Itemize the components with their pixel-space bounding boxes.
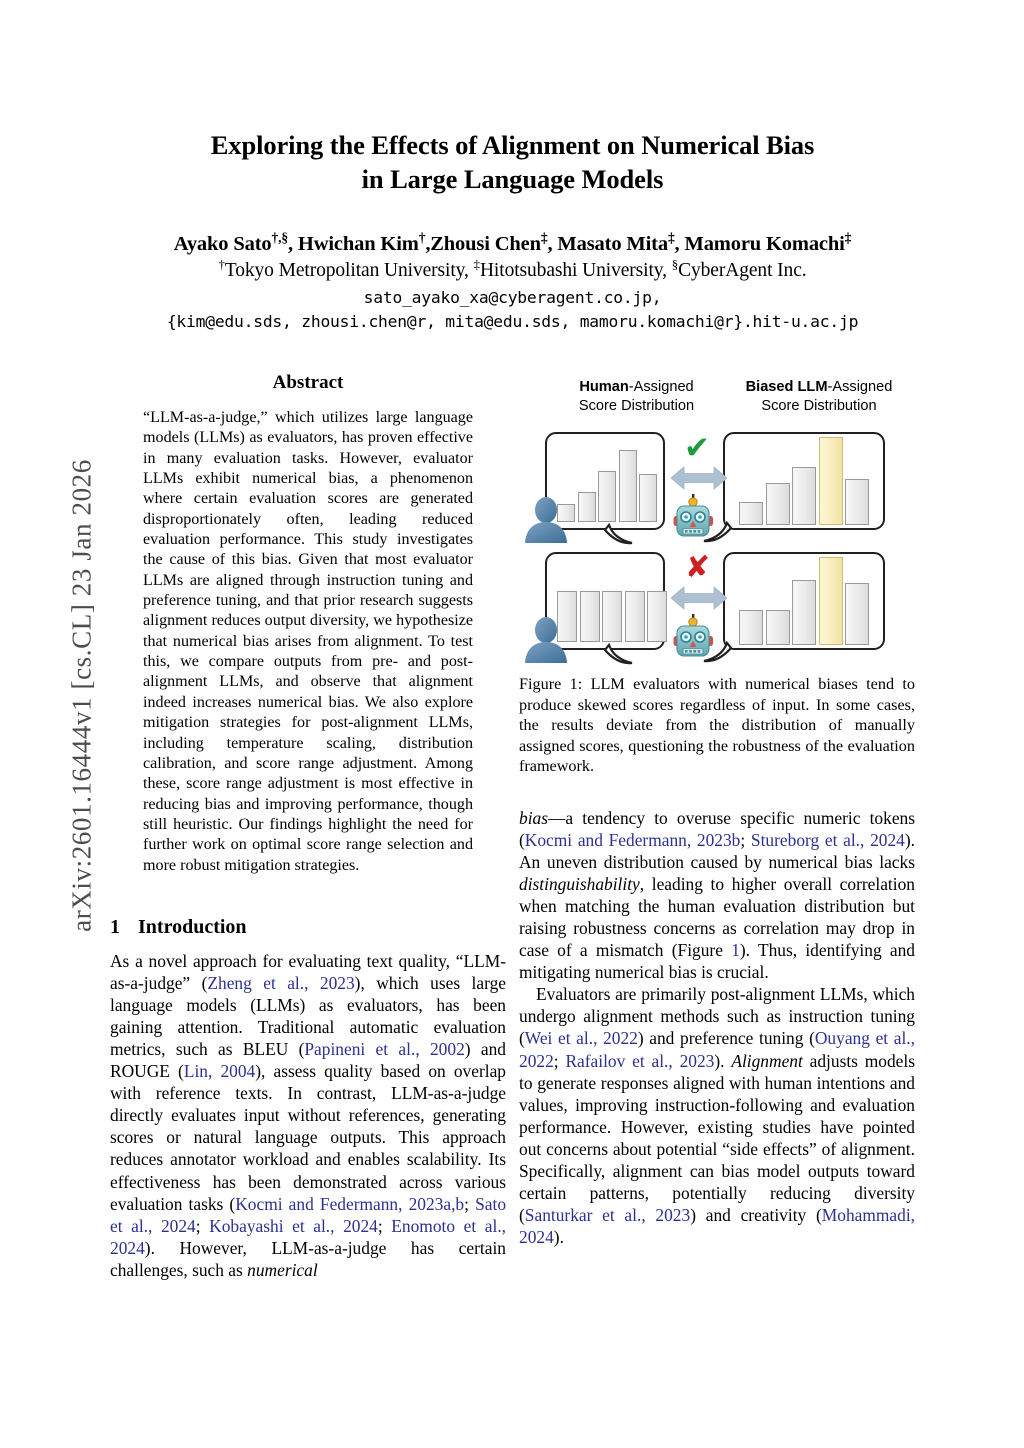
histogram-human-bottom	[557, 560, 667, 642]
figure-header-human	[549, 378, 724, 416]
citation-lin-2004[interactable]: Lin, 2004	[183, 1061, 256, 1082]
page-title	[105, 128, 920, 197]
bias-text-a: —a tendency to overuse specific numeric tokens (	[519, 807, 915, 850]
double-arrow-top	[671, 465, 727, 491]
citation-santurkar-2023[interactable]: Santurkar et al., 2023	[524, 1204, 691, 1225]
right-column	[519, 372, 915, 1248]
histogram-llm-top	[739, 437, 869, 525]
intro-text-d: ), assess quality based on overlap with reference texts. In contrast, LLM-as-a-judge directly evaluates input without references, generating scores or natural language outputs. This approach reduces annotator workload and enables scalability. Its effectiveness has been demonstrated across various evaluation tasks (	[110, 1061, 506, 1214]
intro-text-a: As a novel approach for evaluating text quality, “LLM-as-a-judge” (	[110, 950, 506, 993]
histogram-bar	[578, 492, 596, 522]
email-line-secondary: {kim@edu.sds, zhousi.chen@r, mita@edu.sds, mamoru.komachi@r}.hit-u.ac.jp	[166, 311, 859, 331]
cross-mark-icon: ✘	[685, 550, 711, 585]
abstract-heading: Abstract	[272, 372, 344, 393]
citation-enomoto-2024[interactable]: Enomoto et al., 2024	[110, 1215, 507, 1258]
arxiv-stamp: arXiv:2601.16444v1 [cs.CL] 23 Jan 2026	[66, 459, 97, 932]
authors-block	[105, 230, 920, 331]
histogram-bar	[625, 591, 645, 642]
histogram-bar	[639, 474, 657, 522]
author-names: Ayako Sato†,§, Hwichan Kim†,Zhousi Chen‡, Masato Mita‡, Mamoru Komachi‡	[173, 230, 852, 255]
figure-caption-label: Figure 1:	[519, 675, 583, 693]
histogram-bar	[819, 557, 843, 645]
histogram-bar	[792, 580, 816, 645]
histogram-bar	[647, 591, 667, 642]
figure-1-graphic	[519, 372, 915, 664]
right-paragraph-bias	[519, 807, 915, 984]
eval-text-f: ).	[553, 1227, 564, 1247]
figure-header-human-rest: -Assigned	[628, 379, 694, 395]
histogram-bar	[792, 467, 816, 525]
histogram-bar	[766, 610, 790, 645]
eval-text-e: ) and creativity (	[690, 1204, 822, 1225]
italic-distinguishability: distinguishability	[519, 874, 640, 894]
intro-sep-1: ;	[464, 1193, 476, 1214]
figure-header-llm-rest: -Assigned	[827, 379, 893, 395]
abstract-body	[143, 408, 473, 876]
figure-header-llm-line2: Score Distribution	[761, 397, 877, 414]
figure-1-caption	[519, 674, 915, 777]
intro-sep-3: ;	[377, 1215, 392, 1236]
histogram-bar	[845, 583, 869, 645]
histogram-bar	[602, 591, 622, 642]
bubble-tail-human-top	[603, 524, 635, 550]
italic-alignment: Alignment	[731, 1050, 803, 1071]
intro-text-e: ). However, LLM-as-a-judge has certain challenges, such as	[110, 1237, 506, 1280]
intro-sep-2: ;	[195, 1215, 210, 1236]
paper-title-line-2: in Large Language Models	[361, 164, 664, 195]
intro-text-b: ), which uses large language models (LLMs) as evaluators, has been gaining attention. Traditional automatic evaluation metrics, such as BLEU (	[110, 972, 506, 1060]
histogram-bar	[619, 450, 637, 522]
robot-icon-top	[671, 494, 717, 544]
figure-1	[519, 372, 915, 777]
citation-rafailov-2023[interactable]: Rafailov et al., 2023	[565, 1050, 715, 1071]
bubble-tail-human-bottom	[603, 644, 635, 670]
bias-text-d: ). Thus, identifying and mitigating numerical bias is crucial.	[519, 940, 916, 983]
citation-kocmi-federmann-2023b[interactable]: Kocmi and Federmann, 2023b	[524, 829, 741, 850]
bias-text-b: ). An uneven distribution caused by numerical bias lacks	[519, 829, 915, 872]
histogram-bar	[739, 610, 763, 645]
histogram-llm-bottom	[739, 557, 869, 645]
intro-italic-numerical: numerical	[247, 1259, 318, 1280]
bias-text-c: , leading to higher overall correlation when matching the human evaluation distribution but raising robustness concerns as correlation may drop in case of a mismatch (Figure	[519, 874, 915, 961]
author-affiliations: †Tokyo Metropolitan University, ‡Hitotsubashi University, §CyberAgent Inc.	[218, 257, 807, 281]
figure-header-llm-bold: Biased LLM	[745, 379, 828, 395]
figure-caption-text: LLM evaluators with numerical biases tend to produce skewed scores regardless of input. In some cases, the results deviate from the distribution of manually assigned scores, questioning the robustness of the evaluation framework.	[519, 675, 915, 776]
citation-kobayashi-2024[interactable]: Kobayashi et al., 2024	[209, 1215, 378, 1236]
histogram-bar	[766, 483, 790, 525]
figure-header-human-bold: Human	[579, 379, 629, 395]
check-mark-icon: ✔	[684, 430, 710, 466]
histogram-bar	[598, 471, 616, 522]
abstract-section	[110, 372, 506, 876]
figure-header-llm	[724, 378, 914, 416]
citation-wei-2022[interactable]: Wei et al., 2022	[524, 1028, 638, 1049]
eval-text-a: Evaluators are primarily post-alignment LLMs, which undergo alignment methods such as instruction tuning (	[519, 984, 915, 1049]
histogram-bar	[739, 502, 763, 525]
citation-sato-2024[interactable]: Sato et al., 2024	[110, 1193, 507, 1236]
histogram-bar	[845, 479, 869, 525]
robot-icon-bottom	[671, 614, 717, 664]
eval-text-b: ) and preference tuning (	[637, 1028, 815, 1049]
citation-ouyang-2022[interactable]: Ouyang et al., 2022	[519, 1028, 915, 1071]
abstract-text: “LLM-as-a-judge,” which utilizes large language models (LLMs) as evaluators, has proven effective in many evaluation tasks. However, evaluator LLMs exhibit numerical bias, a phenomenon where certain evaluation scores are generated disproportionately often, leading reduced evaluation performance. This study investigates the cause of this bias. Given that most evaluator LLMs are aligned through instruction tuning and preference tuning, and that prior research suggests alignment reduces output diversity, we hypothesize that numerical bias arises from alignment. To test this, we compare outputs from pre- and post-alignment LLMs, and observe that alignment indeed increases numerical bias. We also explore mitigation strategies for post-alignment LLMs, including temperature scaling, distribution calibration, and score range adjustment. Among these, score range adjustment is most effective in reducing bias and improving performance, though still heuristic. Our findings highlight the need for further work on optimal score range selection and more robust mitigation strategies.	[143, 409, 473, 874]
citation-kocmi-federmann-2023ab[interactable]: Kocmi and Federmann, 2023a,b	[235, 1193, 465, 1214]
figure-reference-1[interactable]: 1	[731, 940, 740, 961]
citation-mohammadi-2024[interactable]: Mohammadi, 2024	[519, 1204, 916, 1247]
italic-bias: bias	[519, 807, 548, 828]
histogram-bar	[580, 591, 600, 642]
person-silhouette-bottom	[523, 615, 569, 663]
person-silhouette-top	[523, 495, 569, 543]
citation-stureborg-2024[interactable]: Stureborg et al., 2024	[750, 829, 905, 850]
figure-header-human-line2: Score Distribution	[578, 397, 695, 414]
eval-text-c: ).	[714, 1050, 732, 1071]
citation-zheng-2023[interactable]: Zheng et al., 2023	[207, 972, 355, 993]
histogram-human-top	[557, 440, 657, 522]
title-block	[105, 128, 920, 331]
email-line-primary: sato_ayako_xa@cyberagent.co.jp,	[363, 287, 662, 307]
left-column	[110, 372, 506, 1281]
intro-text-c: ) and ROUGE (	[110, 1039, 507, 1082]
eval-text-d: adjusts models to generate responses aligned with human intentions and values, improving instruction-following and evaluation performance. However, existing studies have pointed out concerns about potential “side effects” of alignment. Specifically, alignment can bias model outputs toward certain patterns, potentially reducing diversity (	[519, 1050, 915, 1225]
section-number: 1	[110, 915, 120, 938]
intro-paragraph-1	[110, 950, 506, 1281]
citation-papineni-2002[interactable]: Papineni et al., 2002	[304, 1039, 465, 1060]
histogram-bar	[819, 437, 843, 525]
right-paragraph-evaluators	[519, 983, 915, 1248]
double-arrow-bottom	[671, 585, 727, 611]
bias-sep-1: ;	[740, 829, 751, 850]
section-heading-introduction	[110, 916, 506, 939]
paper-title-line-1: Exploring the Effects of Alignment on Numerical Bias	[210, 130, 815, 160]
eval-sep-1: ;	[553, 1050, 566, 1071]
section-title: Introduction	[138, 915, 247, 938]
